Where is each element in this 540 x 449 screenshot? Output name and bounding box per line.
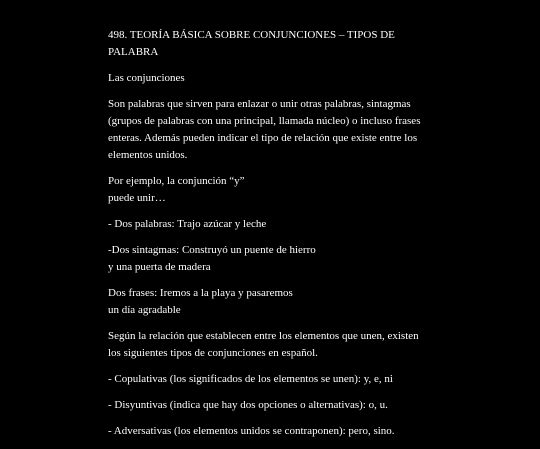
intro-line: (grupos de palabras con una principal, llamada núcleo) o incluso frases [108, 115, 421, 127]
example-words [108, 216, 438, 233]
example-words-line: - Dos palabras: Trajo azúcar y leche [108, 218, 267, 230]
page-title [108, 27, 438, 61]
example-phrases-line: y una puerta de madera [108, 261, 211, 273]
type-adversative-line: - Adversativas (los elementos unidos se contraponen): pero, sino. [108, 425, 395, 437]
type-disjunctive [108, 397, 438, 414]
example-line: Por ejemplo, la conjunción “y” [108, 175, 245, 187]
example-phrases [108, 242, 438, 276]
title-line: PALABRA [108, 46, 159, 58]
example-sentences-line: Dos frases: Iremos a la playa y pasaremos [108, 287, 293, 299]
types-intro-paragraph [108, 328, 438, 362]
title-line: 498. TEORÍA BÁSICA SOBRE CONJUNCIONES – TIPOS DE [108, 29, 395, 41]
example-sentences-line: un día agradable [108, 304, 181, 316]
type-disjunctive-line: - Disyuntivas (indica que hay dos opciones o alternativas): o, u. [108, 399, 388, 411]
type-copulative-line: - Copulativas (los significados de los elementos se unen): y, e, ni [108, 373, 393, 385]
example-phrases-line: -Dos sintagmas: Construyó un puente de hierro [108, 244, 316, 256]
type-copulative [108, 371, 438, 388]
intro-line: enteras. Además pueden indicar el tipo de relación que existe entre los [108, 132, 418, 144]
document-content [108, 27, 438, 449]
intro-line: elementos unidos. [108, 149, 188, 161]
types-intro-line: los siguientes tipos de conjunciones en español. [108, 347, 318, 359]
subtitle-text: Las conjunciones [108, 72, 185, 84]
example-sentences [108, 285, 438, 319]
intro-line: Son palabras que sirven para enlazar o unir otras palabras, sintagmas [108, 98, 411, 110]
example-paragraph [108, 173, 438, 207]
intro-paragraph [108, 96, 438, 164]
section-subtitle [108, 70, 438, 87]
types-intro-line: Según la relación que establecen entre los elementos que unen, existen [108, 330, 419, 342]
type-adversative [108, 423, 438, 440]
example-line: puede unir… [108, 192, 166, 204]
